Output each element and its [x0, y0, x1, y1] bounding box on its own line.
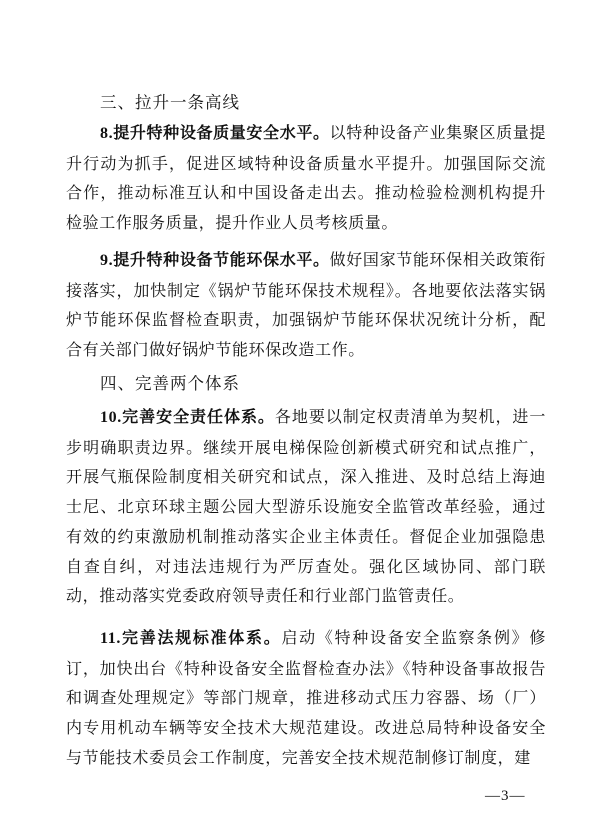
- item-body-11: 启动《特种设备安全监察条例》修订，加快出台《特种设备安全监督检查办法》《特种设备事故报告和调查处理规定》等部门规章，推进移动式压力容器、场（厂）内专用机动车辆等安全技术大规范建设。改进总局特种设备安全与节能技术委员会工作制度，完善安全技术规范制修订制度，建: [66, 628, 546, 767]
- page-number: —3—: [485, 788, 526, 804]
- paragraph-item-9: [66, 245, 546, 365]
- item-number-9: 9.: [100, 252, 114, 269]
- section-heading-3: 三、拉升一条高线: [100, 93, 240, 112]
- item-number-8: 8.: [100, 125, 114, 142]
- item-title-text-9: 提升特种设备节能环保水平。: [113, 250, 330, 269]
- item-title-text-11: 完善法规标准体系。: [120, 628, 282, 647]
- item-body-8: 以特种设备产业集聚区质量提升行动为抓手，促进区域特种设备质量水平提升。加强国际交流合作，推动标准互认和中国设备走出去。推动检验检测机构提升检验工作服务质量，提升作业人员考核质量。: [66, 123, 546, 233]
- item-title-11: [100, 628, 281, 647]
- item-title-text-10: 完善安全责任体系。: [121, 407, 275, 426]
- item-title-text-8: 提升特种设备质量安全水平。: [113, 123, 330, 142]
- item-title-10: [100, 407, 275, 426]
- item-title-9: [100, 250, 330, 269]
- item-number-11: 11.: [100, 630, 121, 647]
- item-title-8: [100, 123, 330, 142]
- paragraph-item-10: [66, 402, 546, 611]
- section-heading-4: 四、完善两个体系: [100, 374, 240, 393]
- paragraph-item-8: [66, 118, 546, 238]
- item-body-9: 做好国家节能环保相关政策衔接落实，加快制定《锅炉节能环保技术规程》。各地要依法落实锅炉节能环保监督检查职责，加强锅炉节能环保状况统计分析，配合有关部门做好锅炉节能环保改造工作。: [66, 250, 546, 360]
- paragraph-item-11: [66, 623, 546, 773]
- item-number-10: 10.: [100, 409, 122, 426]
- item-body-10: 各地要以制定权责清单为契机，进一步明确职责边界。继续开展电梯保险创新模式研究和试点推广，开展气瓶保险制度相关研究和试点，深入推进、及时总结上海迪士尼、北京环球主题公园大型游乐设施安全监管改革经验，通过有效的约束激励机制推动落实企业主体责任。督促企业加强隐患自查自纠，对违法违规行为严厉查处。强化区域协同、部门联动，推动落实党委政府领导责任和行业部门监管责任。: [66, 407, 546, 606]
